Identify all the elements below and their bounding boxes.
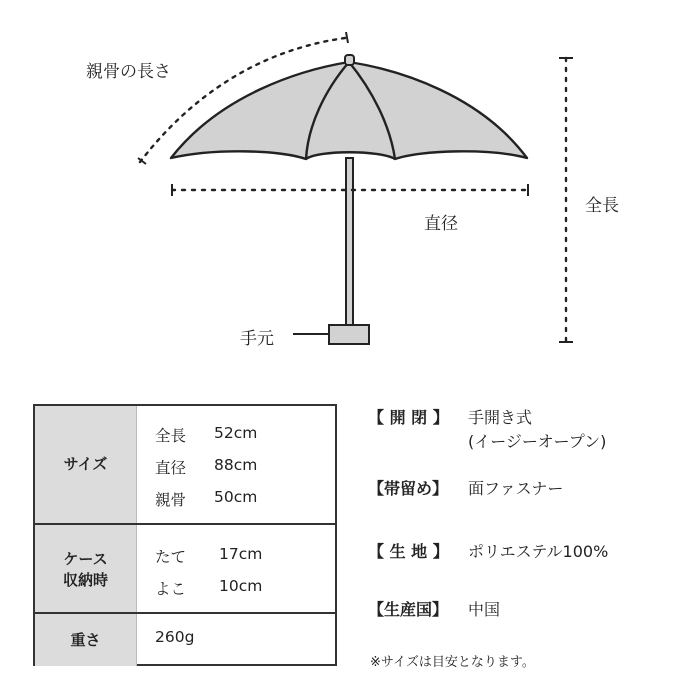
rib-length-label: 親骨の長さ [86, 62, 171, 82]
spec-table [33, 404, 337, 666]
size-rib-value: 50cm [214, 488, 258, 506]
size-total-length-key: 全長 [155, 427, 187, 445]
strap-label: 【帯留め】 [368, 479, 449, 498]
case-height-value: 17cm [219, 545, 263, 563]
case-row [35, 523, 335, 614]
total-length-label: 全長 [585, 196, 619, 216]
diameter-label: 直径 [424, 214, 458, 234]
weight-header: 重さ [35, 614, 137, 666]
size-total-length [155, 424, 258, 446]
size-diameter-value: 88cm [214, 456, 258, 474]
origin-value: 中国 [468, 600, 501, 619]
case-header [35, 525, 137, 614]
fabric-label: 【 生 地 】 [368, 542, 449, 561]
fabric-value: ポリエステル100% [468, 542, 609, 561]
case-height-key: たて [155, 548, 187, 566]
size-row [35, 406, 335, 523]
handle-label: 手元 [240, 329, 274, 349]
size-rib-key: 親骨 [155, 491, 187, 509]
case-width [155, 577, 263, 599]
umbrella-tip [345, 55, 354, 65]
case-header-line1: ケース [63, 549, 108, 568]
open-close-value-sub: (イージーオープン) [468, 432, 607, 451]
case-width-key: よこ [155, 580, 187, 598]
case-width-value: 10cm [219, 577, 263, 595]
size-diameter-key: 直径 [155, 459, 187, 477]
umbrella-canopy [171, 62, 527, 159]
size-header: サイズ [35, 406, 137, 523]
umbrella-handle [329, 325, 369, 344]
origin-label: 【生産国】 [368, 600, 449, 619]
strap-value: 面ファスナー [468, 479, 564, 498]
open-close-value: 手開き式 [468, 408, 533, 427]
weight-value: 260g [155, 628, 195, 646]
size-rib [155, 488, 258, 510]
size-note: ※サイズは目安となります。 [370, 655, 535, 670]
case-height [155, 545, 263, 567]
case-header-line2: 収納時 [62, 570, 108, 589]
size-total-length-value: 52cm [214, 424, 258, 442]
weight-row [35, 612, 335, 666]
umbrella-shaft [346, 158, 353, 326]
size-diameter [155, 456, 258, 478]
open-close-label: 【 開 閉 】 [368, 408, 449, 427]
